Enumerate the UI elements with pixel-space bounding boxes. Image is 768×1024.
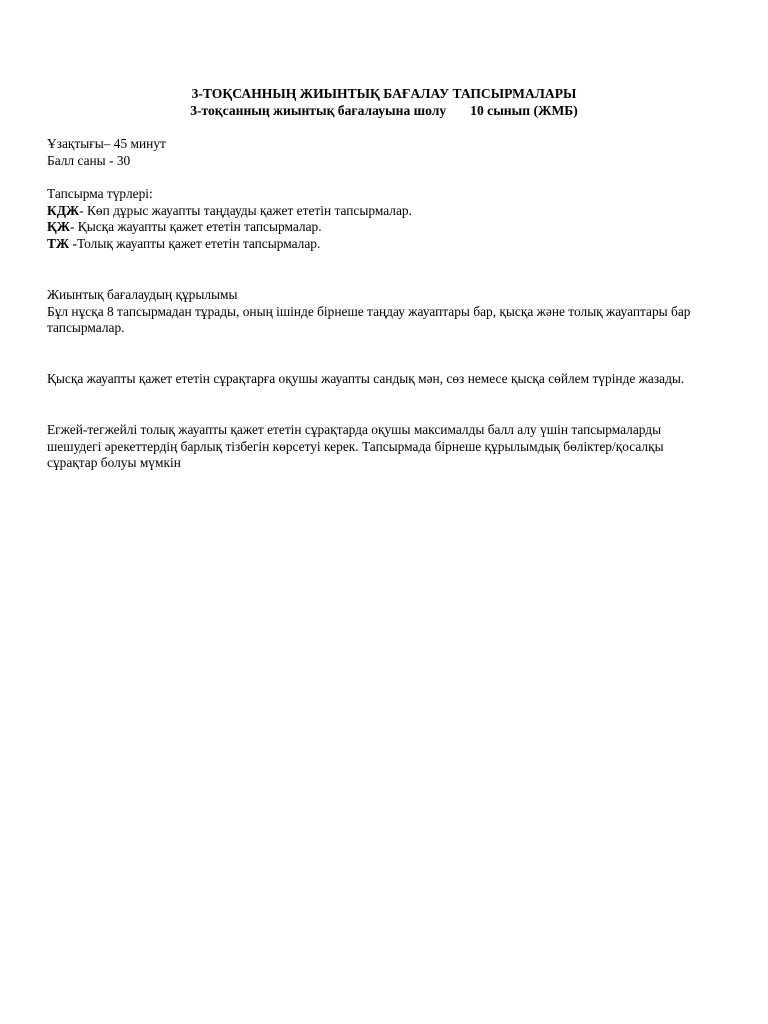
- task-type-code: ТЖ -: [47, 235, 77, 251]
- subtitle-overview: 3-тоқсанның жиынтық бағалауына шолу: [190, 103, 447, 118]
- short-answer-text: Қысқа жауапты қажет ететін сұрақтарға оқушы жауапты сандық мән, сөз немесе қысқа сөйлем түрінде жазады.: [47, 371, 685, 386]
- task-type-item: [47, 219, 717, 236]
- duration-text: Ұзақтығы– 45 минут: [47, 136, 166, 151]
- subtitle-grade: 10 сынып (ЖМБ): [470, 103, 578, 118]
- task-type-description: - Көп дұрыс жауапты таңдауды қажет ететін тапсырмалар.: [79, 202, 412, 218]
- full-answer-text: Егжей-тегжейлі толық жауапты қажет ететін сұрақтарда оқушы максималды балл алу үшін тапсырмаларды шешудегі әрекеттердің барлық тізбегін көрсетуі керек. Тапсырмада бірнеше құрылымдық бөліктер/қосалқы сұрақтар болуы мүмкін: [47, 422, 664, 470]
- structure-block: [47, 287, 717, 337]
- full-answer-block: [47, 422, 717, 472]
- duration-score-block: [47, 136, 717, 169]
- structure-heading: Жиынтық бағалаудың құрылымы: [47, 287, 238, 302]
- structure-text: Бұл нұсқа 8 тапсырмадан тұрады, оның ішінде бірнеше таңдау жауаптары бар, қысқа және толық жауаптары бар тапсырмалар.: [47, 303, 691, 335]
- task-type-code: ҚЖ: [47, 219, 70, 234]
- task-type-item: [47, 236, 717, 253]
- task-type-item: [47, 203, 717, 220]
- task-types-block: [47, 186, 717, 252]
- document-subtitle: [0, 103, 768, 120]
- task-type-description: Толық жауапты қажет ететін тапсырмалар.: [76, 235, 321, 251]
- document-title: 3-ТОҚСАННЫҢ ЖИЫНТЫҚ БАҒАЛАУ ТАПСЫРМАЛАРЫ: [191, 86, 577, 101]
- score-text: Балл саны - 30: [47, 152, 131, 168]
- short-answer-block: [47, 371, 717, 388]
- task-types-heading: Тапсырма түрлері:: [47, 186, 153, 201]
- task-type-description: - Қысқа жауапты қажет ететін тапсырмалар.: [69, 219, 322, 234]
- task-type-code: КДЖ: [47, 202, 80, 218]
